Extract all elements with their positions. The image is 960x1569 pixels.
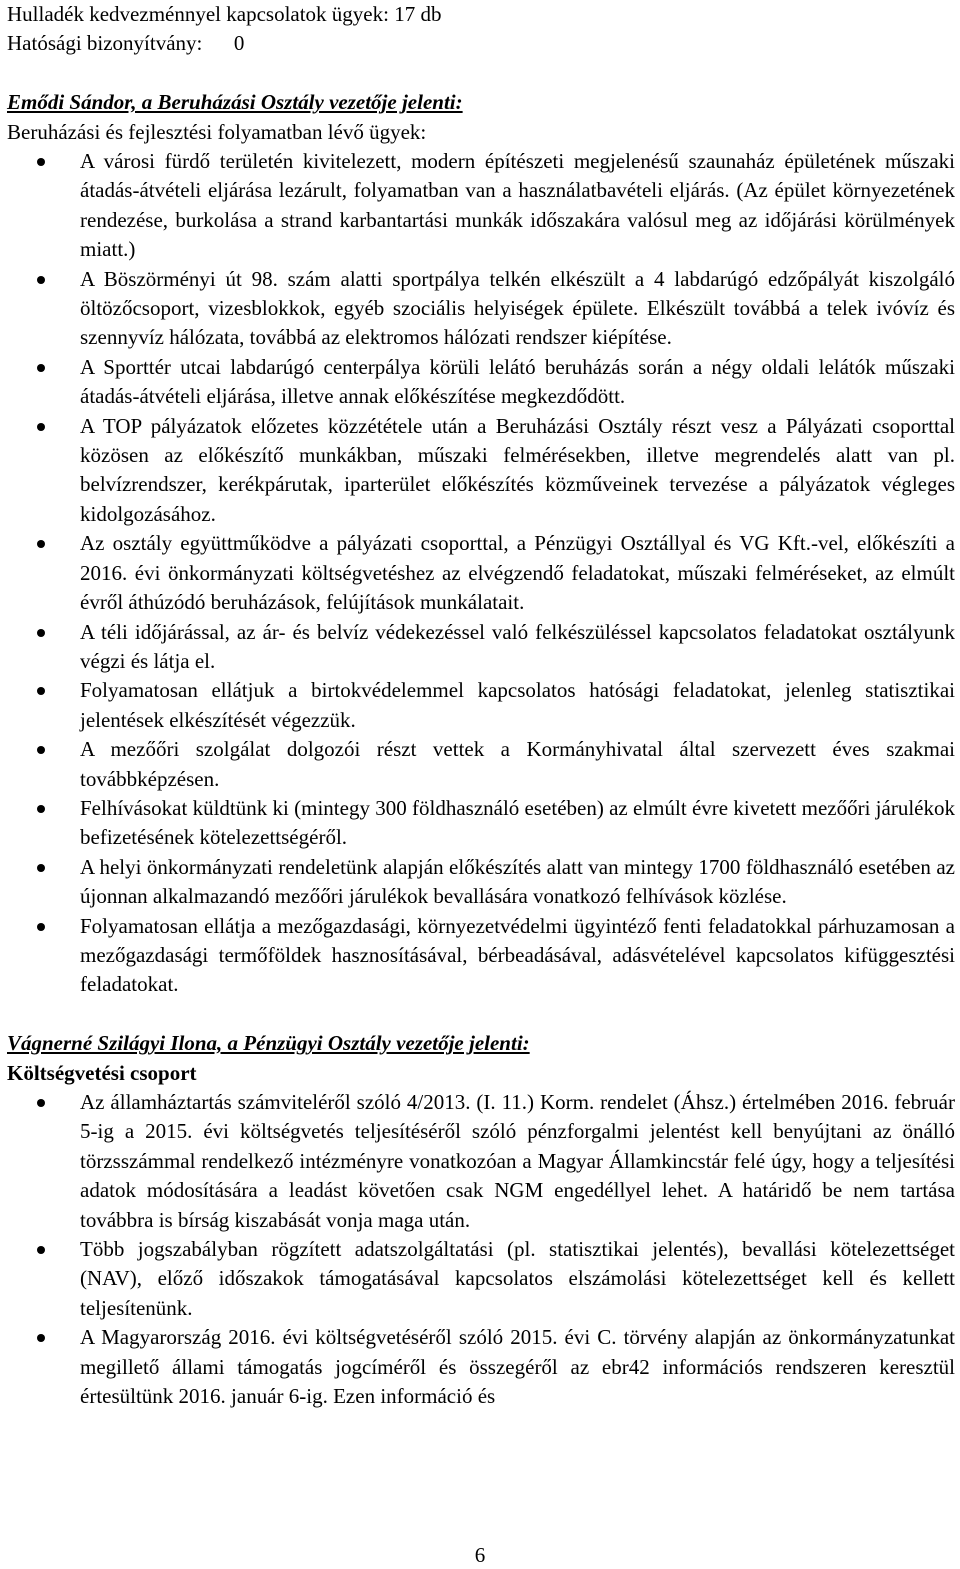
list-item: A Böszörményi út 98. szám alatti sportpálya telkén elkészült a 4 labdarúgó edzőpályát kiszolgáló öltözőcsoport, vizesblokkok, egyéb szociális helyiségek épülete. Elkészült továbbá a telek ivóvíz és szennyvíz hálózata, továbbá az elektromos hálózati rendszer kiépítése.	[7, 265, 955, 353]
list-item: Folyamatosan ellátjuk a birtokvédelemmel kapcsolatos hatósági feladatokat, jelenleg statisztikai jelentések elkészítését végezzük.	[7, 676, 955, 735]
list-item: A helyi önkormányzati rendeletünk alapján előkészítés alatt van mintegy 1700 földhasználó esetében az újonnan alkalmazandó mezőőri járulékok bevallására vonatkozó felhívások közlése.	[7, 853, 955, 912]
investment-intro: Beruházási és fejlesztési folyamatban lévő ügyek:	[7, 119, 427, 144]
spacer	[7, 1000, 955, 1029]
document-page	[7, 0, 955, 1411]
list-item: Folyamatosan ellátja a mezőgazdasági, környezetvédelmi ügyintéző fenti feladatokkal párhuzamosan a mezőgazdasági termőföldek hasznosításával, bérbeadásával, adásvételével kapcsolatos kifüggesztési feladatokat.	[7, 912, 955, 1000]
list-item: Felhívásokat küldtünk ki (mintegy 300 földhasználó esetében) az elmúlt évre kivetett mezőőri járulékok befizetésének kötelezettségéről.	[7, 794, 955, 853]
list-item: A TOP pályázatok előzetes közzététele után a Beruházási Osztály részt vesz a Pályázati csoporttal közösen az előkészítő munkákban, műszaki felmérésekben, illetve megrendelés alatt van pl. belvízrendszer, kerékpárutak, iparterület előkészítés közműveinek tervezése a pályázatok végleges kidolgozásához.	[7, 412, 955, 530]
finance-list	[7, 1088, 955, 1411]
list-item: A városi fürdő területén kivitelezett, modern építészeti megjelenésű szaunaház épületének műszaki átadás-átvételi eljárása lezárult, folyamatban van a használatbavételi eljárás. (Az épület környezetének rendezése, burkolása a strand karbantartási munkák időszakára valósul meg az időjárási körülmények miatt.)	[7, 147, 955, 265]
page-number: 6	[474, 1543, 486, 1567]
spacer	[7, 59, 955, 88]
list-item: A Sporttér utcai labdarúgó centerpálya körüli lelátó beruházás során a négy oldali lelátók műszaki átadás-átvételi eljárása, illetve annak előkészítése megkezdődött.	[7, 353, 955, 412]
list-item: A mezőőri szolgálat dolgozói részt vettek a Kormányhivatal által szervezett éves szakmai továbbképzésen.	[7, 735, 955, 794]
budget-group-heading: Költségvetési csoport	[7, 1060, 197, 1085]
waste-discount-cases-line: Hulladék kedvezménnyel kapcsolatok ügyek: 17 db	[7, 2, 442, 26]
finance-section-heading: Vágnerné Szilágyi Ilona, a Pénzügyi Osztály vezetője jelenti:	[7, 1031, 530, 1056]
list-item: A Magyarország 2016. évi költségvetéséről szóló 2015. évi C. törvény alapján az önkormányzatunkat megillető állami támogatás jogcíméről és összegéről az ebr42 információs rendszeren keresztül értesültünk 2016. január 6-ig. Ezen információ és	[7, 1323, 955, 1411]
official-certificate-line: Hatósági bizonyítvány: 0	[7, 31, 245, 56]
list-item: Az osztály együttműködve a pályázati csoporttal, a Pénzügyi Osztállyal és VG Kft.-vel, előkészíti a 2016. évi önkormányzati költségvetéshez az elvégzendő feladatokat, műszaki felméréseket, az elmúlt évről áthúzódó beruházások, felújítások munkálatait.	[7, 529, 955, 617]
investment-list	[7, 147, 955, 1000]
investment-section-heading: Emődi Sándor, a Beruházási Osztály vezetője jelenti:	[7, 90, 463, 115]
list-item: A téli időjárással, az ár- és belvíz védekezéssel való felkészüléssel kapcsolatos feladatokat osztályunk végzi és látja el.	[7, 618, 955, 677]
list-item: Több jogszabályban rögzített adatszolgáltatási (pl. statisztikai jelentés), bevallási kötelezettséget (NAV), előző időszakok támogatásával kapcsolatos elszámolási kötelezettséget kell és kellett teljesítenünk.	[7, 1235, 955, 1323]
list-item: Az államháztartás számviteléről szóló 4/2013. (I. 11.) Korm. rendelet (Áhsz.) értelmében 2016. február 5-ig a 2015. évi költségvetés teljesítéséről szóló pénzforgalmi jelentést kell benyújtani az önálló törzsszámmal rendelkező intézményre vonatkozóan a Magyar Államkincstár felé úgy, hogy a teljesítési adatok módosítására a leadást követően csak NGM engedéllyel lehet. A határidő be nem tartása továbbra is bírság kiszabását vonja maga után.	[7, 1088, 955, 1235]
